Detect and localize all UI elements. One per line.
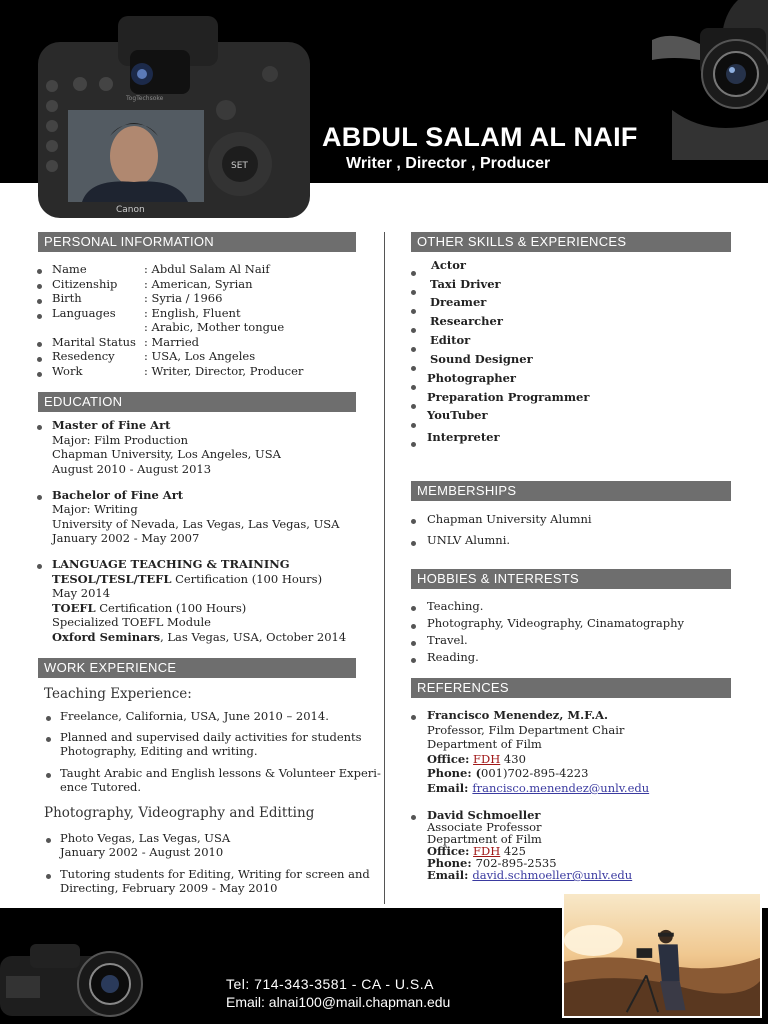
training-module: Specialized TOEFL Module [52, 615, 211, 629]
bullet [411, 442, 416, 447]
bullet [411, 309, 416, 314]
personal-value: : Married [144, 335, 200, 349]
bullet [411, 328, 416, 333]
degree-school: Chapman University, Los Angeles, USA [52, 447, 281, 461]
reference-name: David Schmoeller [427, 808, 541, 822]
hobby-item: Teaching. [427, 599, 484, 613]
bullet [46, 773, 51, 778]
column-divider [384, 232, 385, 904]
work-item: Photo Vegas, Las Vegas, USA [60, 831, 231, 845]
skill-item: Preparation Programmer [427, 390, 590, 404]
camera-set-label: SET [231, 161, 248, 171]
bullet [411, 271, 416, 276]
skills-header: OTHER SKILLS & EXPERIENCES [411, 232, 731, 252]
bullet [411, 290, 416, 295]
bullet [411, 606, 416, 611]
reference-title: Associate Professor [427, 820, 542, 834]
degree-dates: August 2010 - August 2013 [52, 462, 212, 476]
reference-title: Professor, Film Department Chair [427, 723, 625, 737]
reference-dept: Department of Film [427, 832, 542, 846]
personal-label: Birth [52, 291, 82, 305]
reference-dept: Department of Film [427, 737, 542, 751]
photographer-illustration [652, 0, 768, 160]
skill-item: Taxi Driver [430, 277, 501, 291]
degree-school: University of Nevada, Las Vegas, Las Vegas, USA [52, 517, 340, 531]
work-item: Directing, February 2009 - May 2010 [60, 881, 278, 895]
training-date: May 2014 [52, 586, 111, 600]
personal-value: : English, Fluent [144, 306, 241, 320]
camera-brand-label: Canon [116, 205, 145, 215]
references-header: REFERENCES [411, 678, 731, 698]
sunset-photo [562, 892, 762, 1018]
degree-major: Major: Writing [52, 502, 138, 516]
camera-illustration [30, 14, 312, 219]
teaching-subheading: Teaching Experience: [44, 686, 192, 702]
bullet [37, 372, 42, 377]
bullet [37, 269, 42, 274]
office-code-link[interactable]: FDH [473, 844, 501, 858]
candidate-name: ABDUL SALAM AL NAIF [322, 122, 638, 152]
work-item: Taught Arabic and English lessons & Volunteer Experi- [60, 766, 381, 780]
skill-item: Dreamer [430, 295, 487, 309]
degree-major: Major: Film Production [52, 433, 189, 447]
footer-phone: Tel: 714-343-3581 - CA - U.S.A [226, 976, 434, 992]
personal-value: : American, Syrian [144, 277, 253, 291]
bullet [411, 404, 416, 409]
bullet [411, 815, 416, 820]
reference-office: Office: FDH 425 [427, 844, 526, 858]
hobby-item: Photography, Videography, Cinamatography [427, 616, 685, 630]
skill-item: Researcher [430, 314, 503, 328]
personal-label: Languages [52, 306, 116, 320]
bullet [37, 299, 42, 304]
skill-item: Actor [431, 258, 466, 272]
training-tesol: TESOL/TESL/TEFL Certification (100 Hours) [52, 572, 323, 586]
reference-email: Email: francisco.menendez@unlv.edu [427, 781, 650, 795]
bullet [411, 347, 416, 352]
training-heading: LANGUAGE TEACHING & TRAINING [52, 557, 290, 571]
education-header: EDUCATION [38, 392, 356, 412]
candidate-roles: Writer , Director , Producer [346, 155, 551, 172]
personal-label: Resedency [52, 349, 115, 363]
office-code-link[interactable]: FDH [473, 752, 501, 766]
memberships-header: MEMBERSHIPS [411, 481, 731, 501]
degree-title: Master of Fine Art [52, 418, 171, 432]
bullet [37, 357, 42, 362]
email-link[interactable]: francisco.menendez@unlv.edu [472, 781, 650, 795]
personal-label: Marital Status [52, 335, 136, 349]
training-oxford: Oxford Seminars, Las Vegas, USA, October 2014 [52, 630, 347, 644]
bullet [411, 385, 416, 390]
personal-label: Work [52, 364, 83, 378]
reference-phone: Phone: 702-895-2535 [427, 856, 557, 870]
camera-watermark: TogTechsoke [126, 95, 164, 102]
skill-item: Interpreter [427, 430, 500, 444]
degree-title: Bachelor of Fine Art [52, 488, 184, 502]
bullet [411, 423, 416, 428]
personal-value: : USA, Los Angeles [144, 349, 256, 363]
skill-item: Photographer [427, 371, 516, 385]
bullet [37, 314, 42, 319]
membership-item: UNLV Alumni. [427, 533, 511, 547]
personal-label: Name [52, 262, 87, 276]
hobbies-header: HOBBIES & INTERRESTS [411, 569, 731, 589]
footer-email[interactable]: Email: alnai100@mail.chapman.edu [226, 994, 451, 1010]
membership-item: Chapman University Alumni [427, 512, 592, 526]
bullet [37, 495, 42, 500]
personal-value: : Writer, Director, Producer [144, 364, 304, 378]
personal-value: : Arabic, Mother tongue [144, 320, 285, 334]
bullet [46, 716, 51, 721]
bullet [411, 658, 416, 663]
personal-label: Citizenship [52, 277, 118, 291]
work-item: Freelance, California, USA, June 2010 – 2014. [60, 709, 329, 723]
bullet [37, 284, 42, 289]
work-item: January 2002 - August 2010 [60, 845, 224, 859]
bullet [46, 874, 51, 879]
skill-item: Editor [430, 333, 471, 347]
bullet [46, 838, 51, 843]
personal-value: : Abdul Salam Al Naif [144, 262, 270, 276]
bullet [411, 641, 416, 646]
personal-value: : Syria / 1966 [144, 291, 223, 305]
bullet [411, 624, 416, 629]
reference-name: Francisco Menendez, M.F.A. [427, 708, 609, 722]
hobby-item: Travel. [427, 633, 468, 647]
skill-item: YouTuber [427, 408, 488, 422]
bullet [411, 366, 416, 371]
training-toefl: TOEFL Certification (100 Hours) [52, 601, 247, 615]
reference-email: Email: david.schmoeller@unlv.edu [427, 868, 633, 882]
reference-phone: Phone: (001)702-895-4223 [427, 766, 589, 780]
footer-camera-illustration [0, 938, 150, 1024]
reference-office: Office: FDH 430 [427, 752, 526, 766]
work-item: Photography, Editing and writing. [60, 744, 258, 758]
email-link[interactable]: david.schmoeller@unlv.edu [472, 868, 633, 882]
bullet [46, 737, 51, 742]
photography-subheading: Photography, Videography and Editting [44, 805, 315, 821]
bullet [411, 715, 416, 720]
degree-dates: January 2002 - May 2007 [52, 531, 200, 545]
bullet [411, 541, 416, 546]
bullet [37, 342, 42, 347]
bullet [37, 564, 42, 569]
portrait-face [110, 126, 158, 186]
work-experience-header: WORK EXPERIENCE [38, 658, 356, 678]
hobby-item: Reading. [427, 650, 479, 664]
bullet [37, 425, 42, 430]
personal-info-header: PERSONAL INFORMATION [38, 232, 356, 252]
work-item: Planned and supervised daily activities for students [60, 730, 362, 744]
work-item: ence Tutored. [60, 780, 142, 794]
bullet [411, 519, 416, 524]
skill-item: Sound Designer [430, 352, 533, 366]
work-item: Tutoring students for Editing, Writing for screen and [60, 867, 370, 881]
